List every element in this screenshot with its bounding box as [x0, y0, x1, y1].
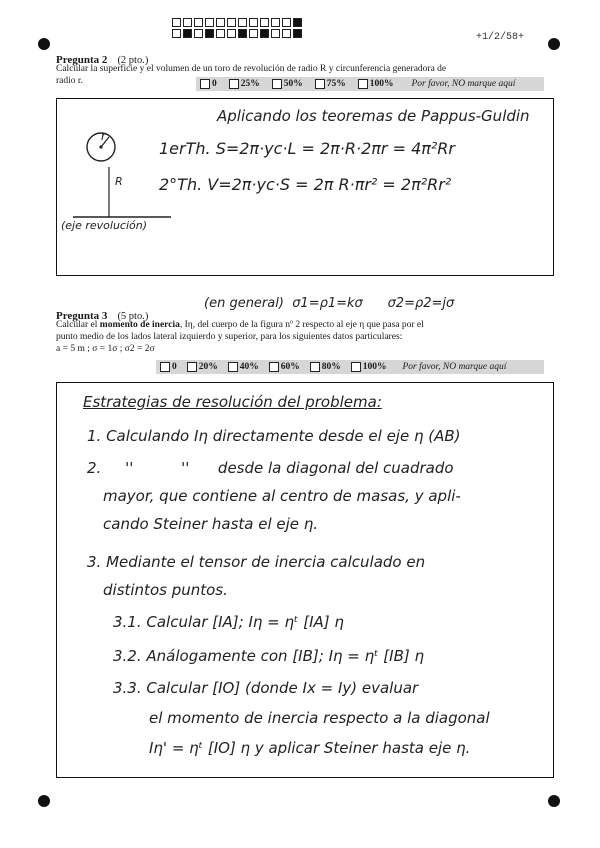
q3-grade-note: Por favor, NO marque aquí	[402, 362, 507, 372]
q3-text	[56, 319, 551, 355]
q3-option[interactable]: 20%	[187, 362, 218, 372]
q3-answer-heading: Estrategias de resolución del problema:	[83, 393, 382, 411]
axis-label: (eje revolución)	[61, 219, 148, 232]
registration-mark-top-left	[38, 38, 50, 50]
q3-option[interactable]: 100%	[351, 362, 387, 372]
q2-option[interactable]: 75%	[315, 79, 346, 89]
q2-text-line1: Calcular la superficie y el volumen de un toro de revolución de radio R y circunferencia generadora de	[56, 64, 447, 74]
q3-answer-line: 3.1. Calcular [IA]; Iη = ηᵗ [IA] η	[113, 613, 344, 631]
q3-option[interactable]: 80%	[310, 362, 341, 372]
q3-answer-line: 1. Calculando Iη directamente desde el eje η (AB)	[87, 427, 461, 445]
q2-option[interactable]: 25%	[229, 79, 260, 89]
checkbox[interactable]	[200, 79, 210, 89]
q3-answer-line: el momento de inercia respecto a la diagonal	[149, 709, 490, 727]
q3-answer-line: Iη' = ηᵗ [IO] η y aplicar Steiner hasta eje η.	[149, 739, 471, 757]
q2-answer-heading: Aplicando los teoremas de Pappus-Guldin	[217, 107, 530, 125]
q3-points: (5 pto.)	[117, 311, 149, 322]
registration-mark-bottom-left	[38, 795, 50, 807]
q3-option[interactable]: 0	[160, 362, 177, 372]
checkbox[interactable]	[351, 362, 361, 372]
header-code-bar-2	[172, 29, 302, 38]
q2-title: Pregunta 2	[56, 54, 108, 66]
q3-text-line3: a = 5 m ; σ = 1σ ; σ2 = 2σ	[56, 344, 155, 354]
q2-answer-line1: 1erTh. S=2π·yc·L = 2π·R·2πr = 4π²Rr	[159, 139, 455, 158]
q3-text-line1: Calcular el momento de inercia, Iη, del cuerpo de la figura nº 2 respecto al eje η que pasa por el	[56, 320, 424, 330]
q3-text-line2: punto medio de los lados lateral izquierdo y superior, para los siguientes datos particulares:	[56, 332, 403, 342]
checkbox[interactable]	[229, 79, 239, 89]
checkbox[interactable]	[358, 79, 368, 89]
q2-option[interactable]: 0	[200, 79, 217, 89]
q2-text-line2: radio r.	[56, 76, 83, 86]
q2-answer-box	[56, 98, 554, 276]
checkbox[interactable]	[272, 79, 282, 89]
checkbox[interactable]	[310, 362, 320, 372]
q2-option[interactable]: 100%	[358, 79, 394, 89]
q2-answer-line2: 2°Th. V=2π·yc·S = 2π R·πr² = 2π²Rr²	[159, 175, 452, 194]
q3-answer-line: mayor, que contiene al centro de masas, y apli-	[103, 487, 461, 505]
q3-answer-line: 3.3. Calcular [IO] (donde Ix = Iy) evaluar	[113, 679, 419, 697]
q2-points: (2 pto.)	[117, 55, 149, 66]
q3-option[interactable]: 40%	[228, 362, 259, 372]
q3-answer-line: distintos puntos.	[103, 581, 228, 599]
q3-grade-bar	[156, 360, 544, 374]
r-label: r	[101, 129, 106, 143]
R-label: R	[115, 175, 123, 188]
checkbox[interactable]	[187, 362, 197, 372]
checkbox[interactable]	[228, 362, 238, 372]
q3-answer-line: 2. '' '' desde la diagonal del cuadrado	[87, 459, 454, 477]
q2-option[interactable]: 50%	[272, 79, 303, 89]
checkbox[interactable]	[269, 362, 279, 372]
q3-answer-line: 3. Mediante el tensor de inercia calculado en	[87, 553, 426, 571]
q3-title: Pregunta 3	[56, 310, 108, 322]
header-code-bar	[172, 18, 302, 27]
q3-answer-box	[56, 382, 554, 778]
q3-handwritten-note: (en general) σ1=ρ1=kσ σ2=ρ2=jσ	[204, 296, 455, 311]
registration-mark-top-right	[548, 38, 560, 50]
page-code: +1/2/58+	[475, 32, 524, 43]
q3-answer-line: 3.2. Análogamente con [IB]; Iη = ηᵗ [IB] η	[113, 647, 425, 665]
q3-answer-line: cando Steiner hasta el eje η.	[103, 515, 319, 533]
q2-grade-note: Por favor, NO marque aquí	[411, 79, 516, 89]
q3-option[interactable]: 60%	[269, 362, 300, 372]
checkbox[interactable]	[160, 362, 170, 372]
q2-grade-bar	[196, 77, 544, 91]
checkbox[interactable]	[315, 79, 325, 89]
registration-mark-bottom-right	[548, 795, 560, 807]
